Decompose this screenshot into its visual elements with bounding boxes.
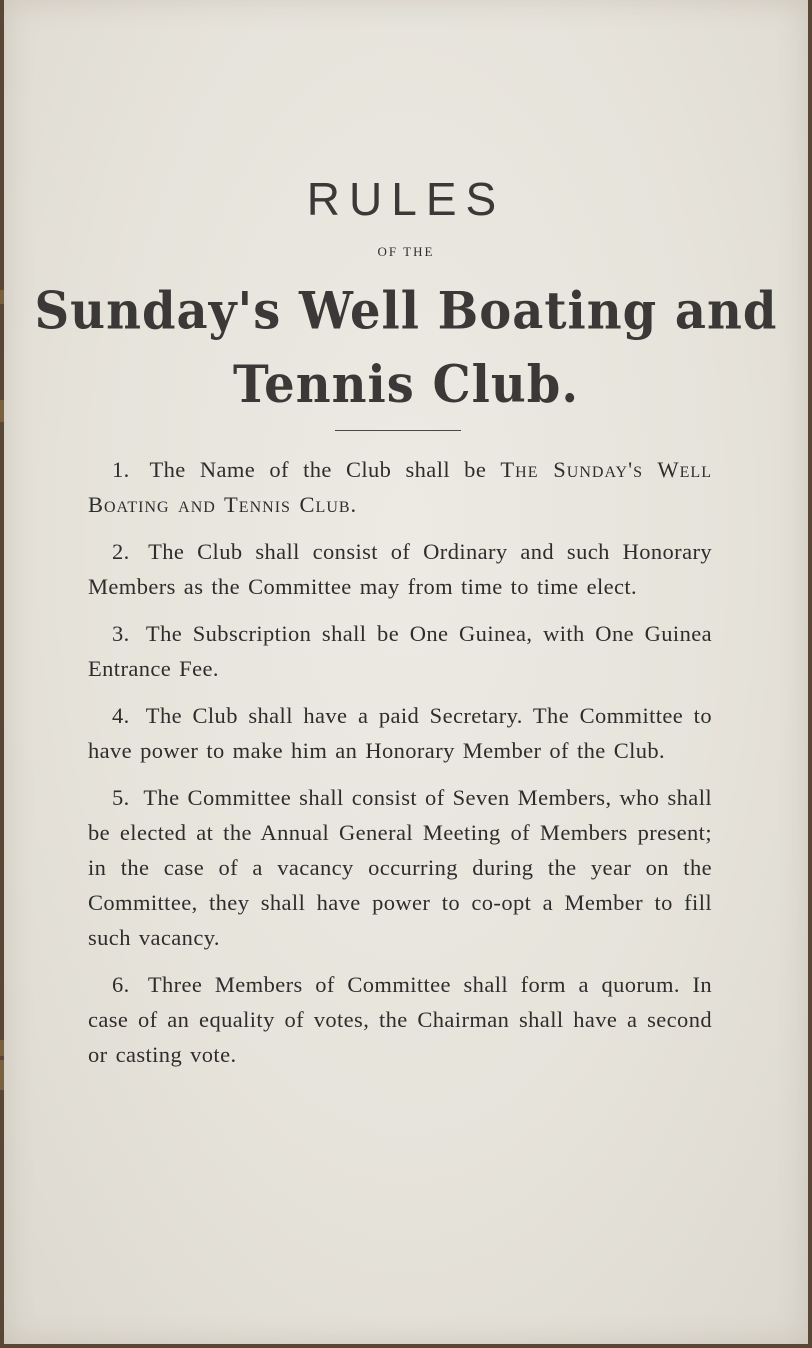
rule-3	[88, 616, 712, 686]
club-name-line-2: Tennis Club.	[232, 354, 580, 415]
rule-number: 5.	[112, 785, 130, 810]
title-divider	[335, 430, 461, 431]
of-the-label: OF THE	[377, 244, 435, 259]
binding-mark	[0, 1060, 4, 1090]
rule-text: The Name of the Club shall be	[149, 457, 501, 482]
rule-text: The Subscription shall be One Guinea, with One Guinea Entrance Fee.	[88, 621, 712, 681]
rule-text: The Committee shall consist of Seven Members, who shall be elected at the Annual General Meeting of Members present; in the case of a vacancy occurring during the year on the Committee, they shall have power to co-opt a Member to fill such vacancy.	[88, 785, 712, 950]
rule-number: 2.	[112, 539, 130, 564]
rule-number: 6.	[112, 972, 130, 997]
club-name-smallcaps: The Sunday's Well Boating and Tennis Club.	[88, 457, 712, 517]
binding-mark	[0, 1040, 4, 1056]
rule-number: 3.	[112, 621, 130, 646]
rule-text: Three Members of Committee shall form a quorum. In case of an equality of votes, the Chairman shall have a second or casting vote.	[88, 972, 712, 1067]
rule-5	[88, 780, 712, 955]
rule-1	[88, 452, 712, 522]
rule-text: The Club shall have a paid Secretary. The Committee to have power to make him an Honorary Member of the Club.	[88, 703, 712, 763]
document-title: RULES	[306, 173, 506, 225]
rules-list	[88, 452, 712, 1084]
document-page	[4, 0, 808, 1344]
rule-6	[88, 967, 712, 1072]
rule-4	[88, 698, 712, 768]
binding-mark	[0, 400, 4, 422]
binding-mark	[0, 290, 4, 304]
club-name-line-1: Sunday's Well Boating and	[34, 281, 778, 342]
rule-number: 1.	[112, 457, 130, 482]
rule-number: 4.	[112, 703, 130, 728]
rule-2	[88, 534, 712, 604]
club-name-heading	[4, 275, 808, 422]
rule-text: The Club shall consist of Ordinary and such Honorary Members as the Committee may from time to time elect.	[88, 539, 713, 599]
